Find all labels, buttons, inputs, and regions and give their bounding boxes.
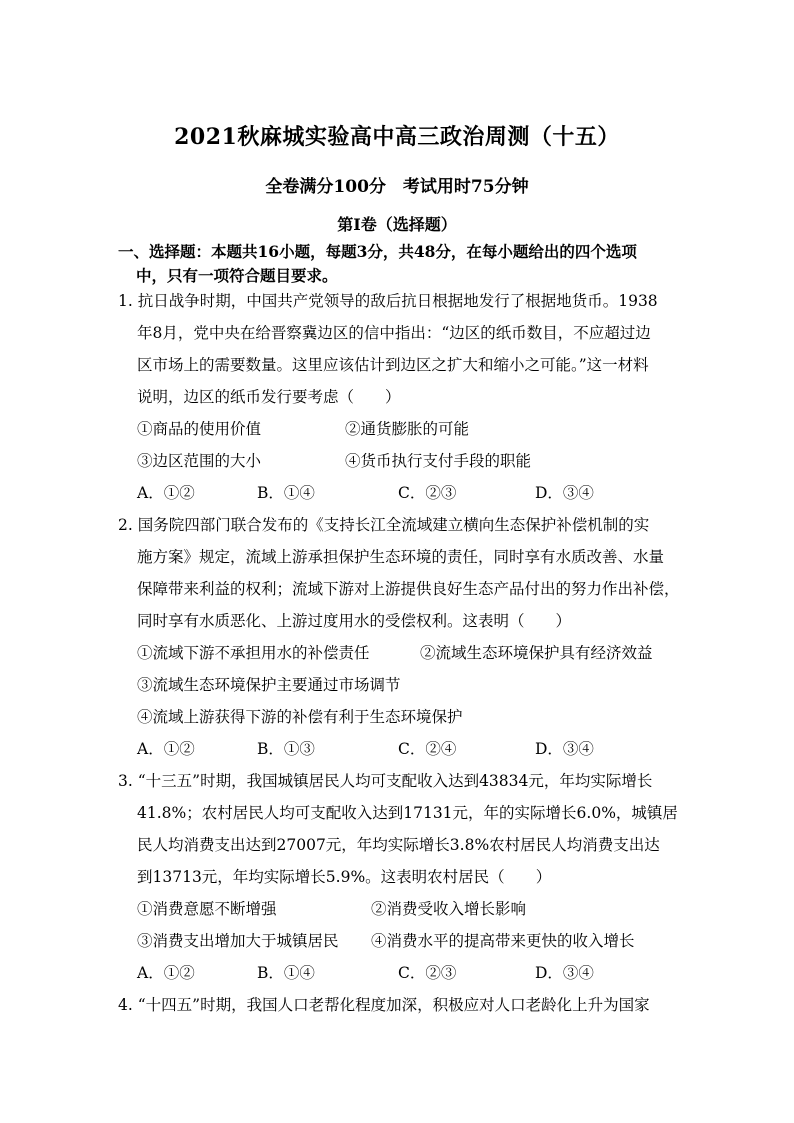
question-3-item-3: ③消费支出增加大于城镇居民: [137, 932, 339, 950]
question-1-line-4: 说明，边区的纸币发行要考虑（ ）: [137, 388, 401, 406]
question-1-item-4: ④货币执行支付手段的职能: [345, 452, 532, 470]
question-1-choice-c[interactable]: C．②③: [398, 484, 457, 502]
question-3-choice-c[interactable]: C．②③: [398, 964, 457, 982]
question-1-line-2: 年8月，党中央在给晋察冀边区的信中指出：“边区的纸币数目，不应超过边: [137, 324, 651, 342]
question-1-choice-a[interactable]: A．①②: [137, 484, 195, 502]
section-heading: 第Ⅰ卷（选择题）: [337, 215, 457, 234]
question-1-choice-b[interactable]: B．①④: [257, 484, 315, 502]
question-3-choice-d[interactable]: D．③④: [535, 964, 594, 982]
question-2-item-1: ①流域下游不承担用水的补偿责任: [137, 644, 370, 662]
instructions-line-1: 一、选择题：本题共16小题，每题3分，共48分，在每小题给出的四个选项: [118, 242, 637, 261]
question-1-item-2: ②通货膨胀的可能: [345, 420, 470, 438]
question-2-line-1: 2. 国务院四部门联合发布的《支持长江全流域建立横向生态保护补偿机制的实: [118, 516, 650, 534]
question-2-line-2: 施方案》规定，流域上游承担保护生态环境的责任，同时享有水质改善、水量: [137, 548, 665, 566]
page-title: 2021秋麻城实验高中高三政治周测（十五）: [174, 124, 620, 150]
question-4-line-1: 4. “十四五”时期，我国人口老帮化程度加深，积极应对人口老龄化上升为国家: [118, 996, 650, 1014]
question-2-item-4: ④流域上游获得下游的补偿有利于生态环境保护: [137, 708, 463, 726]
question-1-item-1: ①商品的使用价值: [137, 420, 262, 438]
question-3-item-2: ②消费受收入增长影响: [371, 900, 527, 918]
question-3-line-3: 民人均消费支出达到27007元，年均实际增长3.8%农村居民人均消费支出达: [137, 836, 660, 854]
question-3-choice-a[interactable]: A．①②: [137, 964, 195, 982]
question-3-line-1: 3. “十三五”时期，我国城镇居民人均可支配收入达到43834元，年均实际增长: [118, 772, 653, 790]
question-3-choice-b[interactable]: B．①④: [257, 964, 315, 982]
instructions-line-2: 中，只有一项符合题目要求。: [136, 266, 338, 285]
question-3-item-1: ①消费意愿不断增强: [137, 900, 277, 918]
question-1-line-3: 区市场上的需要数量。这里应该估计到边区之扩大和缩小之可能。”这一材料: [137, 356, 649, 374]
question-2-choice-a[interactable]: A．①②: [137, 740, 195, 758]
question-2-item-3: ③流域生态环境保护主要通过市场调节: [137, 676, 401, 694]
question-2-choice-b[interactable]: B．①③: [257, 740, 315, 758]
question-3-line-2: 41.8%；农村居民人均可支配收入达到17131元，年的实际增长6.0%，城镇居: [137, 804, 678, 822]
instructions: [118, 240, 678, 288]
question-3-item-4: ④消费水平的提高带来更快的收入增长: [371, 932, 635, 950]
question-2-line-4: 同时享有水质恶化、上游过度用水的受偿权利。这表明（ ）: [137, 612, 572, 630]
question-2-item-2: ②流域生态环境保护具有经济效益: [420, 644, 653, 662]
exam-info: 全卷满分100分 考试用时75分钟: [265, 177, 529, 197]
question-2-choice-c[interactable]: C．②④: [398, 740, 457, 758]
question-1-item-3: ③边区范围的大小: [137, 452, 262, 470]
question-1-line-1: 1. 抗日战争时期，中国共产党领导的敌后抗日根据地发行了根据地货币。1938: [118, 292, 658, 310]
question-3-line-4: 到13713元，年均实际增长5.9%。这表明农村居民（ ）: [137, 868, 552, 886]
question-1-choice-d[interactable]: D．③④: [535, 484, 594, 502]
question-2-choice-d[interactable]: D．③④: [535, 740, 594, 758]
question-2-line-3: 保障带来利益的权利；流域下游对上游提供良好生态产品付出的努力作出补偿，: [137, 580, 680, 598]
